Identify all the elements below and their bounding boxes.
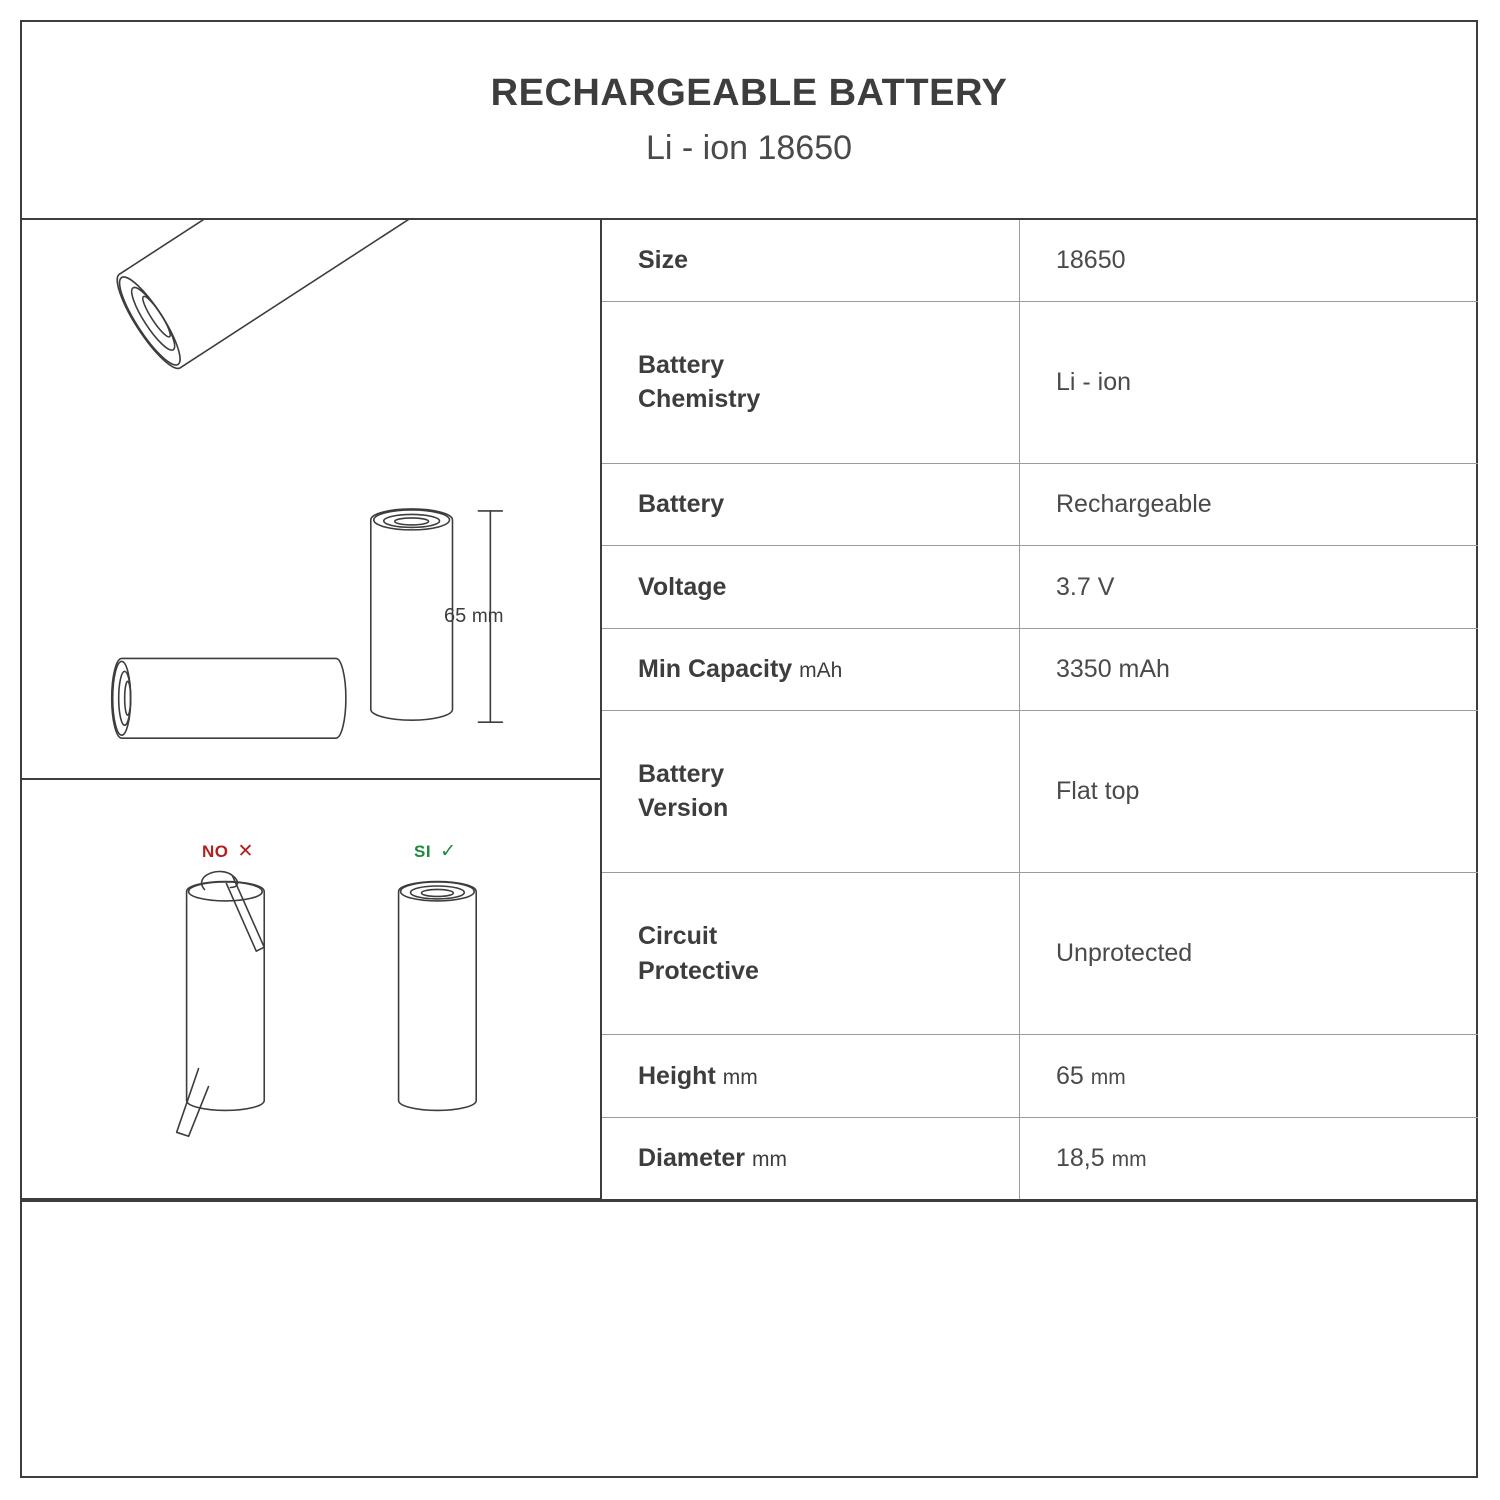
spec-key-unit: mm	[722, 1065, 758, 1089]
spec-key-text: Voltage	[638, 572, 727, 601]
spec-value-text: 18650	[1056, 246, 1126, 275]
spec-value-unit: mm	[1111, 1148, 1147, 1172]
spec-key-text: Circuit Protective	[638, 922, 759, 985]
spec-sheet	[20, 20, 1478, 1478]
table-row	[602, 1117, 1478, 1199]
spec-value	[1020, 873, 1479, 1035]
table-row	[602, 873, 1478, 1035]
spec-value-text: Unprotected	[1056, 939, 1193, 968]
table-row	[602, 301, 1478, 463]
check-icon: ✓	[440, 841, 457, 862]
cross-icon: ✕	[237, 841, 254, 862]
spec-key	[602, 710, 1020, 872]
spec-value-text: 65	[1056, 1061, 1084, 1090]
page-subtitle: Li - ion 18650	[645, 129, 853, 167]
table-row	[602, 463, 1478, 545]
no-label: NO ✕	[202, 841, 254, 862]
spec-value-text: 3350 mAh	[1056, 654, 1170, 683]
spec-value-text: Li - ion	[1056, 368, 1132, 397]
spec-key	[602, 546, 1020, 628]
height-dimension-label: 65 mm	[444, 605, 504, 627]
battery-drawings	[22, 220, 600, 778]
spec-key	[602, 220, 1020, 301]
spec-key	[602, 1117, 1020, 1199]
header	[22, 22, 1476, 220]
spec-value	[1020, 546, 1479, 628]
specifications-table	[602, 220, 1478, 1200]
spec-value	[1020, 220, 1479, 301]
usage-comparison-panel	[22, 780, 602, 1200]
table-row	[602, 628, 1478, 710]
spec-value	[1020, 710, 1479, 872]
spec-value-text: Flat top	[1056, 777, 1140, 806]
spec-value	[1020, 463, 1479, 545]
spec-table-body	[602, 220, 1478, 1200]
table-row	[602, 546, 1478, 628]
spec-key	[602, 463, 1020, 545]
spec-key	[602, 1035, 1020, 1117]
spec-key-text: Diameter	[638, 1144, 745, 1173]
spec-key-text: Height	[638, 1061, 716, 1090]
spec-value-text: 3.7 V	[1056, 572, 1115, 601]
spec-key-text: Battery	[638, 490, 725, 519]
spec-value	[1020, 1117, 1479, 1199]
spec-key-unit: mAh	[799, 658, 843, 682]
spec-key-text: Battery Version	[638, 759, 729, 823]
comparison-drawings	[22, 780, 600, 1198]
spec-value	[1020, 1035, 1479, 1117]
table-row	[602, 220, 1478, 301]
battery-illustration-panel	[22, 220, 602, 780]
spec-key	[602, 873, 1020, 1035]
spec-value-unit: mm	[1090, 1065, 1126, 1089]
spec-value-text: 18,5	[1056, 1144, 1105, 1173]
spec-value	[1020, 301, 1479, 463]
table-row	[602, 1035, 1478, 1117]
spec-key-text: Min Capacity	[638, 654, 793, 683]
spec-value-text: Rechargeable	[1056, 490, 1212, 519]
spec-key-text: Battery Chemistry	[638, 350, 761, 414]
si-label: SI ✓	[414, 841, 457, 862]
spec-key-text: Size	[638, 246, 689, 275]
table-row	[602, 710, 1478, 872]
spec-key-unit: mm	[751, 1148, 787, 1172]
spec-key	[602, 628, 1020, 710]
footer-area	[22, 1200, 1476, 1478]
spec-key	[602, 301, 1020, 463]
spec-value	[1020, 628, 1479, 710]
height-dimension-unit: mm	[471, 606, 504, 627]
page-title: RECHARGEABLE BATTERY	[490, 72, 1008, 114]
